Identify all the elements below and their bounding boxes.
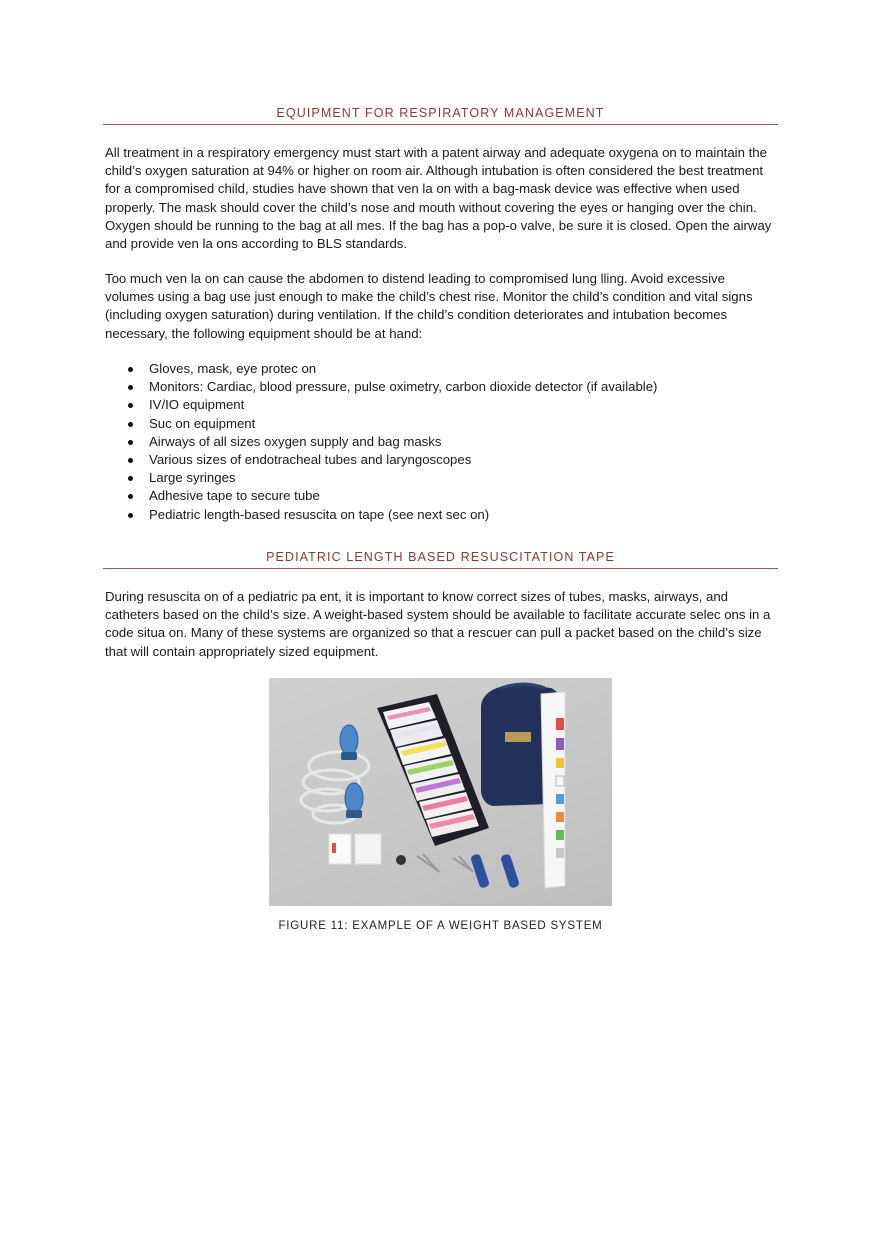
equipment-illustration — [269, 678, 612, 906]
list-item: IV/IO equipment — [105, 396, 765, 414]
section-heading-respiratory: EQUIPMENT FOR RESPIRATORY MANAGEMENT — [103, 106, 778, 125]
list-item: Airways of all sizes oxygen supply and bag masks — [105, 433, 765, 451]
paragraph-ventilation: Too much ven la on can cause the abdomen to distend leading to compromised lung lling. Avoid excessive volumes using a bag use just enough to make the child’s chest rise. Monitor the child’s condition and vital signs (including oxygen saturation) during ventilation. If the child’s condition deteriorates and intubation becomes necessary, the following equipment should be at hand: — [105, 271, 753, 341]
list-item: Gloves, mask, eye protec on — [105, 360, 765, 378]
weight-based-system-photo — [269, 678, 612, 906]
list-item: Various sizes of endotracheal tubes and laryngoscopes — [105, 451, 765, 469]
list-item: Monitors: Cardiac, blood pressure, pulse oximetry, carbon dioxide detector (if available) — [105, 378, 765, 396]
paragraph-respiratory-intro: All treatment in a respiratory emergency must start with a patent airway and adequate oxygena on to maintain the child’s oxygen saturation at 94% or higher on room air. Although intubation is often considered the best treatment for a compromised child, studies have shown that ven la on with a bag-mask device was effective when used properly. The mask should cover the child’s nose and mouth without covering the eyes or hanging over the chin. Oxygen should be running to the bag at all mes. If the bag has a pop-o valve, be sure it is closed. Open the airway and provide ven la ons according to BLS standards. — [105, 145, 772, 252]
measuring-tape-icon — [541, 692, 565, 888]
list-item: Pediatric length-based resuscita on tape (see next sec on) — [105, 506, 765, 524]
section-heading-resuscitation-tape: PEDIATRIC LENGTH BASED RESUSCITATION TAPE — [103, 550, 778, 569]
list-item: Adhesive tape to secure tube — [105, 487, 765, 505]
list-item: Suc on equipment — [105, 415, 765, 433]
figure-caption: FIGURE 11: EXAMPLE OF A WEIGHT BASED SYSTEM — [278, 920, 603, 932]
equipment-list — [105, 360, 765, 524]
list-item: Large syringes — [105, 469, 765, 487]
paragraph-resuscitation-tape: During resuscita on of a pediatric pa ent, it is important to know correct sizes of tubes, masks, airways, and catheters based on the child’s size. A weight-based system should be available to facilitate accurate selec ons in a code situa on. Many of these systems are organized so that a rescuer can pull a packet based on the child’s size that will contain appropriately sized equipment. — [105, 589, 771, 659]
